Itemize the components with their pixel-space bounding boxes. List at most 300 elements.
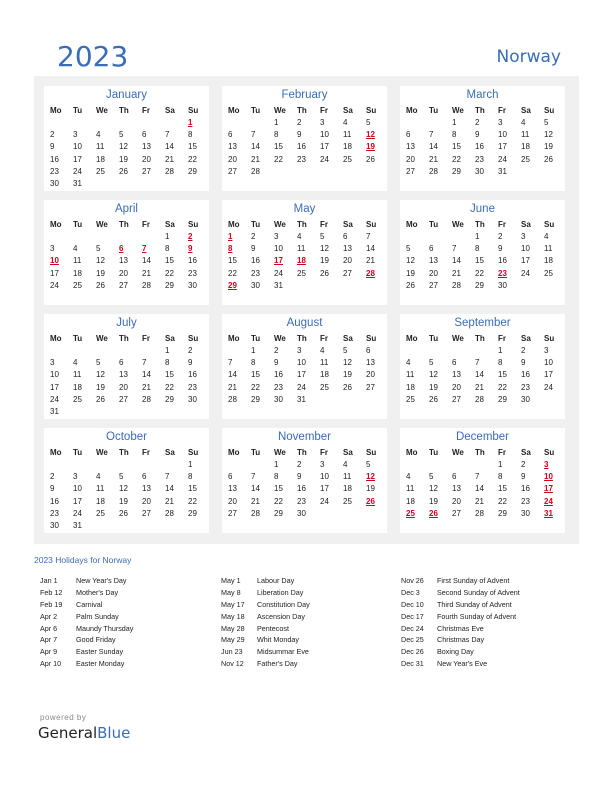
- holiday-day[interactable]: 23: [498, 268, 507, 278]
- holiday-day[interactable]: 26: [429, 508, 438, 518]
- day-cell[interactable]: 28: [475, 508, 484, 518]
- day-cell[interactable]: 18: [343, 484, 352, 494]
- day-cell[interactable]: 7: [475, 358, 480, 368]
- day-cell[interactable]: 24: [320, 496, 329, 506]
- day-cell[interactable]: 29: [165, 280, 174, 290]
- day-cell[interactable]: 19: [544, 142, 553, 152]
- day-cell[interactable]: 3: [521, 232, 526, 241]
- day-cell[interactable]: 18: [343, 142, 352, 152]
- day-cell[interactable]: 3: [73, 472, 78, 482]
- day-cell[interactable]: 5: [119, 130, 124, 140]
- day-cell[interactable]: 9: [274, 358, 279, 368]
- day-cell[interactable]: 11: [343, 130, 352, 140]
- day-cell[interactable]: 16: [521, 370, 530, 380]
- day-cell[interactable]: 17: [544, 370, 553, 380]
- day-cell[interactable]: 30: [50, 178, 59, 188]
- day-cell[interactable]: 1: [165, 346, 170, 355]
- day-cell[interactable]: 13: [366, 358, 375, 368]
- day-cell[interactable]: 15: [452, 142, 461, 152]
- day-cell[interactable]: 17: [498, 142, 507, 152]
- day-cell[interactable]: 20: [429, 268, 438, 278]
- day-cell[interactable]: 22: [452, 154, 461, 164]
- day-cell[interactable]: 8: [274, 472, 279, 482]
- day-cell[interactable]: 7: [251, 130, 256, 140]
- day-cell[interactable]: 9: [498, 244, 503, 254]
- day-cell[interactable]: 5: [429, 358, 434, 368]
- day-cell[interactable]: 28: [452, 280, 461, 290]
- holiday-day[interactable]: 24: [544, 496, 553, 506]
- day-cell[interactable]: 20: [228, 496, 237, 506]
- holiday-day[interactable]: 7: [142, 244, 147, 254]
- day-cell[interactable]: 30: [274, 394, 283, 404]
- day-cell[interactable]: 16: [475, 142, 484, 152]
- day-cell[interactable]: 4: [96, 472, 101, 482]
- day-cell[interactable]: 24: [274, 268, 283, 278]
- day-cell[interactable]: 25: [320, 382, 329, 392]
- day-cell[interactable]: 22: [251, 382, 260, 392]
- holiday-day[interactable]: 29: [228, 280, 237, 290]
- day-cell[interactable]: 16: [521, 484, 530, 494]
- day-cell[interactable]: 16: [297, 484, 306, 494]
- holiday-day[interactable]: 17: [274, 256, 283, 266]
- holiday-day[interactable]: 19: [366, 142, 375, 152]
- day-cell[interactable]: 14: [142, 256, 151, 266]
- day-cell[interactable]: 15: [228, 256, 237, 266]
- day-cell[interactable]: 27: [142, 508, 151, 518]
- day-cell[interactable]: 3: [297, 346, 302, 355]
- day-cell[interactable]: 6: [452, 358, 457, 368]
- day-cell[interactable]: 2: [475, 118, 480, 127]
- day-cell[interactable]: 13: [228, 142, 237, 152]
- day-cell[interactable]: 2: [521, 460, 526, 469]
- day-cell[interactable]: 9: [297, 130, 302, 140]
- day-cell[interactable]: 19: [119, 154, 128, 164]
- day-cell[interactable]: 15: [188, 484, 197, 494]
- day-cell[interactable]: 25: [73, 280, 82, 290]
- day-cell[interactable]: 19: [366, 484, 375, 494]
- day-cell[interactable]: 14: [452, 256, 461, 266]
- day-cell[interactable]: 31: [50, 406, 59, 416]
- day-cell[interactable]: 22: [274, 496, 283, 506]
- day-cell[interactable]: 27: [142, 166, 151, 176]
- holiday-day[interactable]: 10: [544, 472, 553, 482]
- holiday-day[interactable]: 26: [366, 496, 375, 506]
- day-cell[interactable]: 18: [406, 496, 415, 506]
- day-cell[interactable]: 20: [406, 154, 415, 164]
- day-cell[interactable]: 26: [343, 382, 352, 392]
- day-cell[interactable]: 31: [498, 166, 507, 176]
- day-cell[interactable]: 7: [165, 130, 170, 140]
- day-cell[interactable]: 10: [544, 358, 553, 368]
- day-cell[interactable]: 26: [429, 394, 438, 404]
- day-cell[interactable]: 18: [73, 382, 82, 392]
- day-cell[interactable]: 19: [429, 496, 438, 506]
- day-cell[interactable]: 6: [406, 130, 411, 140]
- day-cell[interactable]: 18: [73, 268, 82, 278]
- day-cell[interactable]: 8: [274, 130, 279, 140]
- day-cell[interactable]: 19: [119, 496, 128, 506]
- day-cell[interactable]: 20: [228, 154, 237, 164]
- day-cell[interactable]: 27: [228, 166, 237, 176]
- day-cell[interactable]: 22: [228, 268, 237, 278]
- day-cell[interactable]: 28: [475, 394, 484, 404]
- day-cell[interactable]: 30: [521, 394, 530, 404]
- day-cell[interactable]: 4: [544, 232, 549, 241]
- day-cell[interactable]: 19: [96, 268, 105, 278]
- day-cell[interactable]: 24: [50, 394, 59, 404]
- day-cell[interactable]: 20: [142, 496, 151, 506]
- day-cell[interactable]: 16: [50, 154, 59, 164]
- day-cell[interactable]: 17: [50, 268, 59, 278]
- day-cell[interactable]: 23: [297, 154, 306, 164]
- day-cell[interactable]: 11: [406, 484, 415, 494]
- day-cell[interactable]: 9: [251, 244, 256, 254]
- holiday-day[interactable]: 12: [366, 130, 375, 140]
- day-cell[interactable]: 11: [73, 256, 82, 266]
- day-cell[interactable]: 11: [521, 130, 530, 140]
- day-cell[interactable]: 23: [521, 496, 530, 506]
- day-cell[interactable]: 3: [274, 232, 279, 241]
- day-cell[interactable]: 13: [228, 484, 237, 494]
- day-cell[interactable]: 13: [452, 484, 461, 494]
- day-cell[interactable]: 8: [165, 244, 170, 254]
- day-cell[interactable]: 17: [73, 154, 82, 164]
- day-cell[interactable]: 19: [320, 256, 329, 266]
- day-cell[interactable]: 6: [452, 472, 457, 482]
- day-cell[interactable]: 2: [521, 346, 526, 355]
- day-cell[interactable]: 28: [251, 508, 260, 518]
- day-cell[interactable]: 8: [475, 244, 480, 254]
- day-cell[interactable]: 18: [320, 370, 329, 380]
- day-cell[interactable]: 30: [297, 508, 306, 518]
- day-cell[interactable]: 9: [521, 472, 526, 482]
- day-cell[interactable]: 28: [165, 166, 174, 176]
- day-cell[interactable]: 15: [274, 484, 283, 494]
- holiday-day[interactable]: 1: [188, 118, 193, 127]
- day-cell[interactable]: 4: [343, 460, 348, 469]
- day-cell[interactable]: 17: [297, 370, 306, 380]
- day-cell[interactable]: 18: [521, 142, 530, 152]
- day-cell[interactable]: 30: [498, 280, 507, 290]
- day-cell[interactable]: 3: [498, 118, 503, 127]
- day-cell[interactable]: 16: [50, 496, 59, 506]
- day-cell[interactable]: 2: [297, 118, 302, 127]
- day-cell[interactable]: 11: [406, 370, 415, 380]
- day-cell[interactable]: 22: [165, 382, 174, 392]
- day-cell[interactable]: 2: [274, 346, 279, 355]
- day-cell[interactable]: 10: [274, 244, 283, 254]
- day-cell[interactable]: 6: [142, 130, 147, 140]
- holiday-day[interactable]: 6: [119, 244, 124, 254]
- day-cell[interactable]: 17: [50, 382, 59, 392]
- day-cell[interactable]: 24: [320, 154, 329, 164]
- day-cell[interactable]: 14: [165, 142, 174, 152]
- day-cell[interactable]: 21: [165, 154, 174, 164]
- day-cell[interactable]: 26: [96, 394, 105, 404]
- day-cell[interactable]: 15: [498, 370, 507, 380]
- day-cell[interactable]: 18: [406, 382, 415, 392]
- day-cell[interactable]: 28: [142, 394, 151, 404]
- day-cell[interactable]: 30: [188, 394, 197, 404]
- day-cell[interactable]: 26: [366, 154, 375, 164]
- day-cell[interactable]: 6: [228, 130, 233, 140]
- day-cell[interactable]: 17: [521, 256, 530, 266]
- day-cell[interactable]: 5: [119, 472, 124, 482]
- day-cell[interactable]: 2: [50, 130, 55, 140]
- holiday-day[interactable]: 17: [544, 484, 553, 494]
- day-cell[interactable]: 16: [297, 142, 306, 152]
- holiday-day[interactable]: 3: [544, 460, 549, 469]
- day-cell[interactable]: 25: [96, 508, 105, 518]
- day-cell[interactable]: 15: [188, 142, 197, 152]
- holiday-day[interactable]: 31: [544, 508, 553, 518]
- day-cell[interactable]: 25: [521, 154, 530, 164]
- day-cell[interactable]: 24: [73, 166, 82, 176]
- day-cell[interactable]: 10: [320, 130, 329, 140]
- day-cell[interactable]: 13: [142, 142, 151, 152]
- day-cell[interactable]: 24: [50, 280, 59, 290]
- day-cell[interactable]: 3: [320, 118, 325, 127]
- day-cell[interactable]: 19: [343, 370, 352, 380]
- day-cell[interactable]: 12: [320, 244, 329, 254]
- day-cell[interactable]: 8: [188, 130, 193, 140]
- day-cell[interactable]: 10: [498, 130, 507, 140]
- day-cell[interactable]: 4: [343, 118, 348, 127]
- day-cell[interactable]: 2: [498, 232, 503, 241]
- day-cell[interactable]: 6: [366, 346, 371, 355]
- day-cell[interactable]: 27: [119, 280, 128, 290]
- day-cell[interactable]: 4: [521, 118, 526, 127]
- day-cell[interactable]: 16: [251, 256, 260, 266]
- day-cell[interactable]: 6: [119, 358, 124, 368]
- day-cell[interactable]: 7: [142, 358, 147, 368]
- day-cell[interactable]: 20: [119, 382, 128, 392]
- day-cell[interactable]: 26: [119, 508, 128, 518]
- day-cell[interactable]: 22: [188, 496, 197, 506]
- day-cell[interactable]: 23: [521, 382, 530, 392]
- day-cell[interactable]: 20: [343, 256, 352, 266]
- day-cell[interactable]: 26: [544, 154, 553, 164]
- day-cell[interactable]: 14: [429, 142, 438, 152]
- day-cell[interactable]: 11: [96, 142, 105, 152]
- day-cell[interactable]: 8: [251, 358, 256, 368]
- day-cell[interactable]: 16: [188, 370, 197, 380]
- day-cell[interactable]: 22: [188, 154, 197, 164]
- day-cell[interactable]: 17: [320, 484, 329, 494]
- day-cell[interactable]: 18: [96, 154, 105, 164]
- day-cell[interactable]: 12: [96, 370, 105, 380]
- holiday-day[interactable]: 2: [188, 232, 193, 241]
- day-cell[interactable]: 9: [50, 142, 55, 152]
- day-cell[interactable]: 19: [429, 382, 438, 392]
- day-cell[interactable]: 20: [452, 496, 461, 506]
- day-cell[interactable]: 22: [498, 382, 507, 392]
- day-cell[interactable]: 20: [142, 154, 151, 164]
- day-cell[interactable]: 9: [188, 358, 193, 368]
- day-cell[interactable]: 19: [96, 382, 105, 392]
- day-cell[interactable]: 14: [251, 142, 260, 152]
- day-cell[interactable]: 6: [343, 232, 348, 241]
- day-cell[interactable]: 1: [498, 460, 503, 469]
- day-cell[interactable]: 12: [119, 484, 128, 494]
- day-cell[interactable]: 29: [251, 394, 260, 404]
- day-cell[interactable]: 23: [251, 268, 260, 278]
- day-cell[interactable]: 14: [475, 370, 484, 380]
- day-cell[interactable]: 29: [452, 166, 461, 176]
- day-cell[interactable]: 12: [96, 256, 105, 266]
- day-cell[interactable]: 19: [406, 268, 415, 278]
- day-cell[interactable]: 21: [452, 268, 461, 278]
- day-cell[interactable]: 5: [320, 232, 325, 241]
- holiday-day[interactable]: 10: [50, 256, 59, 266]
- day-cell[interactable]: 14: [475, 484, 484, 494]
- day-cell[interactable]: 5: [406, 244, 411, 254]
- day-cell[interactable]: 29: [165, 394, 174, 404]
- day-cell[interactable]: 27: [228, 508, 237, 518]
- day-cell[interactable]: 22: [475, 268, 484, 278]
- day-cell[interactable]: 1: [452, 118, 457, 127]
- day-cell[interactable]: 3: [544, 346, 549, 355]
- day-cell[interactable]: 31: [297, 394, 306, 404]
- day-cell[interactable]: 2: [50, 472, 55, 482]
- day-cell[interactable]: 29: [274, 508, 283, 518]
- day-cell[interactable]: 6: [142, 472, 147, 482]
- day-cell[interactable]: 6: [429, 244, 434, 254]
- day-cell[interactable]: 21: [251, 496, 260, 506]
- day-cell[interactable]: 18: [96, 496, 105, 506]
- day-cell[interactable]: 5: [96, 244, 101, 254]
- day-cell[interactable]: 9: [50, 484, 55, 494]
- day-cell[interactable]: 29: [188, 166, 197, 176]
- day-cell[interactable]: 28: [165, 508, 174, 518]
- day-cell[interactable]: 27: [343, 268, 352, 278]
- day-cell[interactable]: 5: [366, 460, 371, 469]
- brand-logo[interactable]: [38, 724, 130, 742]
- day-cell[interactable]: 25: [343, 496, 352, 506]
- day-cell[interactable]: 15: [165, 256, 174, 266]
- day-cell[interactable]: 15: [251, 370, 260, 380]
- day-cell[interactable]: 9: [297, 472, 302, 482]
- day-cell[interactable]: 4: [96, 130, 101, 140]
- day-cell[interactable]: 3: [50, 244, 55, 254]
- day-cell[interactable]: 12: [429, 370, 438, 380]
- day-cell[interactable]: 10: [50, 370, 59, 380]
- day-cell[interactable]: 23: [475, 154, 484, 164]
- day-cell[interactable]: 27: [452, 508, 461, 518]
- day-cell[interactable]: 24: [297, 382, 306, 392]
- day-cell[interactable]: 11: [96, 484, 105, 494]
- day-cell[interactable]: 4: [320, 346, 325, 355]
- day-cell[interactable]: 2: [297, 460, 302, 469]
- day-cell[interactable]: 24: [498, 154, 507, 164]
- day-cell[interactable]: 4: [406, 472, 411, 482]
- day-cell[interactable]: 26: [406, 280, 415, 290]
- day-cell[interactable]: 29: [498, 508, 507, 518]
- day-cell[interactable]: 25: [343, 154, 352, 164]
- day-cell[interactable]: 23: [274, 382, 283, 392]
- day-cell[interactable]: 23: [188, 268, 197, 278]
- day-cell[interactable]: 11: [320, 358, 329, 368]
- day-cell[interactable]: 20: [119, 268, 128, 278]
- day-cell[interactable]: 16: [274, 370, 283, 380]
- day-cell[interactable]: 13: [429, 256, 438, 266]
- day-cell[interactable]: 14: [251, 484, 260, 494]
- day-cell[interactable]: 11: [73, 370, 82, 380]
- holiday-day[interactable]: 28: [366, 268, 375, 278]
- day-cell[interactable]: 28: [228, 394, 237, 404]
- day-cell[interactable]: 21: [165, 496, 174, 506]
- day-cell[interactable]: 15: [165, 370, 174, 380]
- day-cell[interactable]: 21: [228, 382, 237, 392]
- day-cell[interactable]: 12: [406, 256, 415, 266]
- day-cell[interactable]: 11: [297, 244, 306, 254]
- day-cell[interactable]: 4: [297, 232, 302, 241]
- day-cell[interactable]: 4: [406, 358, 411, 368]
- day-cell[interactable]: 28: [429, 166, 438, 176]
- day-cell[interactable]: 21: [366, 256, 375, 266]
- day-cell[interactable]: 7: [251, 472, 256, 482]
- day-cell[interactable]: 7: [475, 472, 480, 482]
- day-cell[interactable]: 8: [498, 358, 503, 368]
- day-cell[interactable]: 15: [498, 484, 507, 494]
- day-cell[interactable]: 30: [251, 280, 260, 290]
- day-cell[interactable]: 11: [544, 244, 553, 254]
- day-cell[interactable]: 21: [142, 382, 151, 392]
- day-cell[interactable]: 7: [366, 232, 371, 241]
- day-cell[interactable]: 13: [406, 142, 415, 152]
- day-cell[interactable]: 1: [188, 460, 193, 469]
- day-cell[interactable]: 8: [188, 472, 193, 482]
- day-cell[interactable]: 15: [274, 142, 283, 152]
- day-cell[interactable]: 11: [343, 472, 352, 482]
- day-cell[interactable]: 5: [429, 472, 434, 482]
- day-cell[interactable]: 20: [366, 370, 375, 380]
- day-cell[interactable]: 7: [452, 244, 457, 254]
- day-cell[interactable]: 24: [544, 382, 553, 392]
- day-cell[interactable]: 9: [475, 130, 480, 140]
- day-cell[interactable]: 28: [251, 166, 260, 176]
- day-cell[interactable]: 25: [73, 394, 82, 404]
- day-cell[interactable]: 10: [521, 244, 530, 254]
- day-cell[interactable]: 18: [544, 256, 553, 266]
- day-cell[interactable]: 1: [165, 232, 170, 241]
- day-cell[interactable]: 16: [188, 256, 197, 266]
- day-cell[interactable]: 12: [544, 130, 553, 140]
- day-cell[interactable]: 1: [251, 346, 256, 355]
- day-cell[interactable]: 26: [96, 280, 105, 290]
- day-cell[interactable]: 27: [406, 166, 415, 176]
- holiday-day[interactable]: 25: [406, 508, 415, 518]
- day-cell[interactable]: 5: [96, 358, 101, 368]
- day-cell[interactable]: 29: [475, 280, 484, 290]
- day-cell[interactable]: 10: [320, 472, 329, 482]
- day-cell[interactable]: 21: [475, 496, 484, 506]
- holiday-day[interactable]: 1: [228, 232, 233, 241]
- day-cell[interactable]: 13: [119, 256, 128, 266]
- day-cell[interactable]: 13: [343, 244, 352, 254]
- day-cell[interactable]: 29: [188, 508, 197, 518]
- day-cell[interactable]: 23: [297, 496, 306, 506]
- day-cell[interactable]: 2: [188, 346, 193, 355]
- day-cell[interactable]: 17: [320, 142, 329, 152]
- day-cell[interactable]: 13: [142, 484, 151, 494]
- day-cell[interactable]: 1: [475, 232, 480, 241]
- day-cell[interactable]: 14: [165, 484, 174, 494]
- day-cell[interactable]: 7: [165, 472, 170, 482]
- day-cell[interactable]: 23: [188, 382, 197, 392]
- day-cell[interactable]: 14: [228, 370, 237, 380]
- day-cell[interactable]: 14: [366, 244, 375, 254]
